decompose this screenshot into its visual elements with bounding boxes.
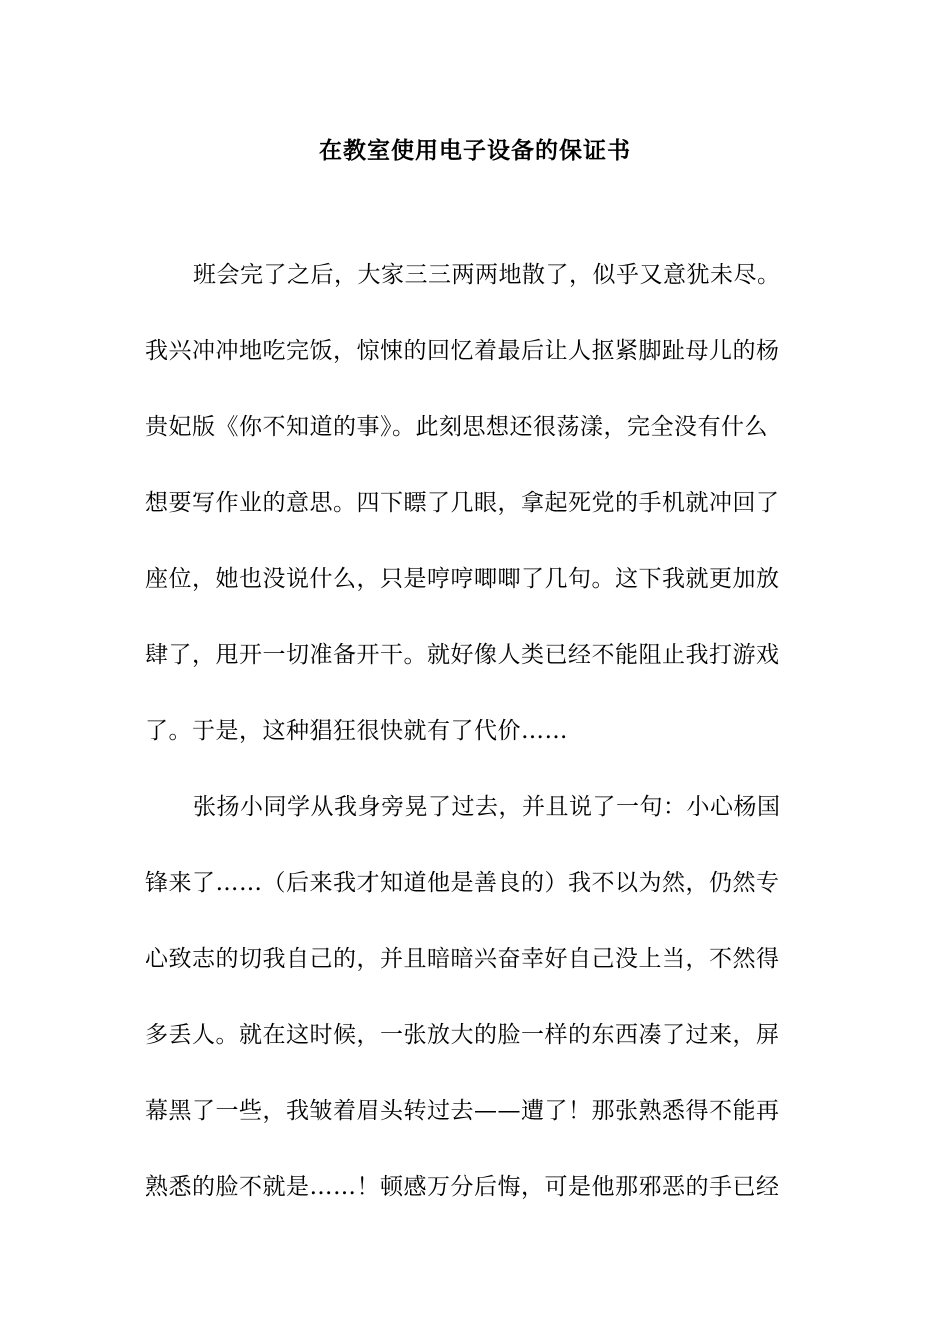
text-line: 幕黑了一些，我皱着眉头转过去——遭了！那张熟悉得不能再 [145, 1098, 780, 1124]
text-line: 心致志的切我自己的，并且暗暗兴奋幸好自己没上当，不然得 [145, 946, 780, 972]
text-line: 多丢人。就在这时候，一张放大的脸一样的东西凑了过来，屏 [145, 1022, 780, 1048]
text-line: 贵妃版《你不知道的事》。此刻思想还很荡漾，完全没有什么 [145, 414, 768, 440]
document-title: 在教室使用电子设备的保证书 [319, 137, 631, 164]
text-line: 班会完了之后，大家三三两两地散了，似乎又意犹未尽。 [193, 262, 781, 288]
text-line: 张扬小同学从我身旁晃了过去，并且说了一句：小心杨国 [193, 794, 781, 820]
text-line: 我兴冲冲地吃完饭，惊悚的回忆着最后让人抠紧脚趾母儿的杨 [145, 338, 780, 364]
text-line: 熟悉的脸不就是……！顿感万分后悔，可是他那邪恶的手已经 [145, 1174, 780, 1200]
text-line: 座位，她也没说什么，只是哼哼唧唧了几句。这下我就更加放 [145, 566, 780, 592]
text-line: 想要写作业的意思。四下瞟了几眼，拿起死党的手机就冲回了 [145, 490, 780, 516]
text-line: 了。于是，这种猖狂很快就有了代价…… [145, 718, 568, 744]
text-line: 锋来了……（后来我才知道他是善良的）我不以为然，仍然专 [145, 870, 780, 896]
text-line: 肆了，甩开一切准备开干。就好像人类已经不能阻止我打游戏 [145, 642, 780, 668]
